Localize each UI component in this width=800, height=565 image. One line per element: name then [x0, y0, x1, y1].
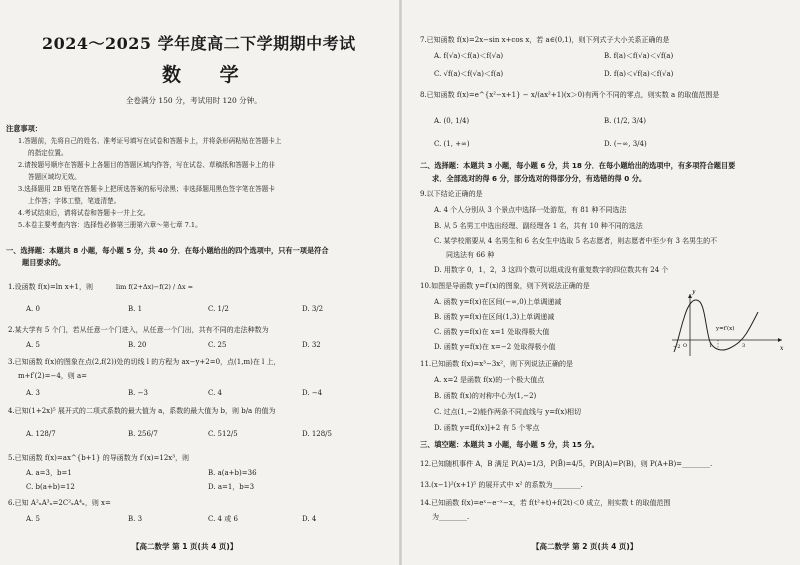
graph-curve-label: y=f′(x) — [716, 326, 735, 332]
q1-stem: 1.设函数 f(x)=ln x+1，则 — [8, 283, 94, 291]
notice-line: 1.答题前，先将自己的姓名、准考证号填写在试卷和答题卡上，并将条形码粘贴在答题卡上 — [18, 137, 282, 145]
section-2-heading-cont: 求．全部选对的得 6 分，部分选对的得部分分，有选错的得 0 分。 — [432, 174, 647, 183]
q3-stem: 3.已知函数 f(x)的图象在点(2,f(2))处的切线 l 的方程为 ax−y+2=0，点(1,m)在 l 上， — [8, 358, 281, 366]
q7-option-b: B. f(a)＜f(√a)＜√f(a) — [604, 52, 674, 60]
q7-option-c: C. √f(a)＜f(√a)＜f(a) — [434, 70, 504, 78]
axis-y-label: y — [692, 290, 696, 295]
tick-label: 1 — [709, 343, 713, 349]
q9-option-b: B. 从 5 名男工中选出经理、副经理各 1 名，共有 10 种不同的选法 — [434, 222, 643, 230]
q11-stem: 11.已知函数 f(x)=x³−3x²，则下列说法正确的是 — [420, 360, 574, 368]
q6-option-a: A. 5 — [26, 515, 40, 523]
q7-option-d: D. f(a)＜√f(a)＜f(√a) — [604, 70, 674, 78]
q9-option-a: A. 4 个人分别从 3 个景点中选择一处游览，有 81 种不同选法 — [434, 206, 627, 214]
notice-line: 5.本卷主要考查内容：选择性必修第三册第六章～第七章 7.1。 — [18, 221, 202, 229]
q2-option-c: C. 25 — [208, 341, 227, 349]
q5-option-d: D. a=1，b=3 — [208, 483, 255, 491]
axis-x-label: x — [780, 345, 784, 352]
q9-stem: 9.以下结论正确的是 — [420, 190, 483, 198]
q5-option-b: B. a(a+b)=36 — [208, 469, 257, 477]
q5-option-c: C. b(a+b)=12 — [26, 483, 75, 491]
notice-line: 3.选择题用 2B 铅笔在答题卡上把所选答案的标号涂黑；非选择题用黑色签字笔在答题卡 — [18, 185, 275, 193]
q8-option-c: C. (1, +∞) — [434, 140, 470, 148]
q9-option-d: D. 用数字 0，1，2，3 这四个数可以组成没有重复数字的四位数共有 24 个 — [434, 266, 669, 274]
question-12: 12.已知随机事件 A，B 满足 P(A)=1/3，P(B̄)=4/5，P(B|A)=P(B)，则 P(A+B)=________. — [420, 460, 713, 468]
tick-label: O — [683, 343, 688, 349]
q10-stem: 10.如图是导函数 y=f′(x)的图象，则下列说法正确的是 — [420, 282, 590, 290]
q2-option-b: B. 20 — [128, 341, 147, 349]
section-2-heading: 二、选择题：本题共 3 小题，每小题 6 分，共 18 分．在每小题给出的选项中，有多项符合题目要 — [420, 161, 736, 170]
q1-option-c: C. 1/2 — [208, 305, 229, 313]
q8-stem: 8.已知函数 f(x)=e^{x²−x+1} − x/(ax²+1)(x＞0)有两个不同的零点，则实数 a 的取值范围是 — [420, 91, 720, 99]
q10-option-b: B. 函数 y=f(x)在区间(1,3)上单调递减 — [434, 313, 555, 321]
section-1-heading: 一、选择题：本题共 8 小题，每小题 5 分，共 40 分．在每小题给出的四个选项中，只有一项是符合 — [6, 246, 329, 255]
subject-title: 数 学 — [162, 64, 255, 86]
q2-option-d: D. 32 — [302, 341, 321, 349]
page-2 — [402, 0, 800, 565]
notice-line: 2.请按题号顺序在答题卡上各题目的答题区域内作答，写在试卷、草稿纸和答题卡上的非 — [18, 161, 275, 169]
q3-option-c: C. 4 — [208, 389, 223, 397]
q11-option-a: A. x=2 是函数 f(x)的一个极大值点 — [434, 376, 545, 384]
q10-option-c: C. 函数 y=f(x)在 x=1 处取得极大值 — [434, 328, 550, 336]
q2-stem: 2.某大学有 5 个门，若从任意一个门进入，从任意一个门出，共有不同的走法种数为 — [8, 326, 269, 334]
notice-line: 答题区域均无效。 — [28, 173, 81, 181]
derivative-graph — [668, 290, 786, 358]
question-14: 14.已知函数 f(x)=eˣ−e⁻ˣ−x，若 f(t²+t)+f(2t)＜0 成立，则实数 t 的取值范围 — [420, 499, 671, 507]
page-footer: 【高二数学 第 1 页(共 4 页)】 — [132, 542, 238, 551]
q10-option-a: A. 函数 y=f(x)在区间(−∞,0)上单调递减 — [434, 298, 562, 306]
q8-option-a: A. (0, 1/4) — [434, 117, 470, 125]
q5-option-a: A. a=3，b=1 — [26, 469, 72, 477]
q3-option-d: D. −4 — [302, 389, 323, 397]
q6-option-c: C. 4 或 6 — [208, 515, 238, 523]
q11-option-b: B. 函数 f(x)的对称中心为(1,−2) — [434, 392, 537, 400]
question-13: 13.(x−1)²(x+1)⁵ 的展开式中 x² 的系数为________. — [420, 481, 583, 489]
q9-option-c-cont: 同选法有 66 种 — [446, 251, 495, 259]
q8-option-b: B. (1/2, 3/4) — [604, 117, 647, 125]
q9-option-c: C. 某学校需要从 4 名男生和 6 名女生中选取 5 名志愿者，则志愿者中至少有 3 名男生的不 — [434, 237, 718, 245]
q5-stem: 5.已知函数 f(x)=ax^{b+1} 的导函数为 f′(x)=12x³，则 — [8, 454, 190, 462]
q1-option-a: A. 0 — [26, 305, 40, 313]
tick-label: 3 — [742, 343, 746, 349]
notice-heading: 注意事项： — [6, 124, 42, 133]
section-1-heading-cont: 题目要求的。 — [22, 258, 66, 267]
q7-stem: 7.已知函数 f(x)=2x−sin x+cos x，若 a∈(0,1)，则下列式子大小关系正确的是 — [420, 36, 670, 44]
exam-info: 全卷满分 150 分，考试用时 120 分钟。 — [126, 96, 262, 105]
q4-option-c: C. 512/5 — [208, 430, 238, 438]
q7-option-a: A. f(√a)＜f(a)＜f(√a) — [434, 52, 504, 60]
q8-option-d: D. (−∞, 3/4) — [604, 140, 647, 148]
notice-line: 4.考试结束后，请将试卷和答题卡一并上交。 — [18, 209, 150, 217]
q3-option-b: B. −3 — [128, 389, 148, 397]
x-axis-arrow — [778, 338, 782, 342]
q4-option-d: D. 128/5 — [302, 430, 332, 438]
q4-stem: 4.已知(1+2x)⁵ 展开式的二项式系数的最大值为 a，系数的最大值为 b，则 b/a 的值为 — [8, 407, 276, 415]
q1-limit: lim f(2+Δx)−f(2) / Δx = — [116, 283, 194, 291]
q1-option-d: D. 3/2 — [302, 305, 324, 313]
q10-option-d: D. 函数 y=f(x)在 x=−2 处取得极小值 — [434, 343, 556, 351]
notice-line: 上作答；字体工整，笔迹清楚。 — [28, 197, 121, 205]
q1-option-b: B. 1 — [128, 305, 143, 313]
q4-option-b: B. 256/7 — [128, 430, 158, 438]
q6-option-d: D. 4 — [302, 515, 317, 523]
q2-option-a: A. 5 — [26, 341, 40, 349]
tick-label: −2 — [673, 344, 681, 350]
q3-option-a: A. 3 — [26, 389, 40, 397]
notice-line: 的指定位置。 — [28, 149, 68, 157]
q6-stem: 6.已知 A²ₓA³ₓ=2C²ₓA⁴ₓ，则 x= — [8, 499, 111, 507]
exam-title: 2024～2025 学年度高二下学期期中考试 — [42, 34, 356, 53]
q6-option-b: B. 3 — [128, 515, 143, 523]
section-3-heading: 三、填空题：本题共 3 小题，每小题 5 分，共 15 分。 — [420, 440, 599, 449]
page-footer: 【高二数学 第 2 页(共 4 页)】 — [532, 542, 638, 551]
q4-option-a: A. 128/7 — [26, 430, 56, 438]
q11-option-d: D. 函数 y=f[f(x)]+2 有 5 个零点 — [434, 424, 540, 432]
q11-option-c: C. 过点(1,−2)能作两条不同直线与 y=f(x)相切 — [434, 408, 582, 416]
question-14-cont: 为________. — [432, 513, 470, 521]
q3-stem-cont: m+f′(2)=−4，则 a= — [18, 372, 88, 380]
